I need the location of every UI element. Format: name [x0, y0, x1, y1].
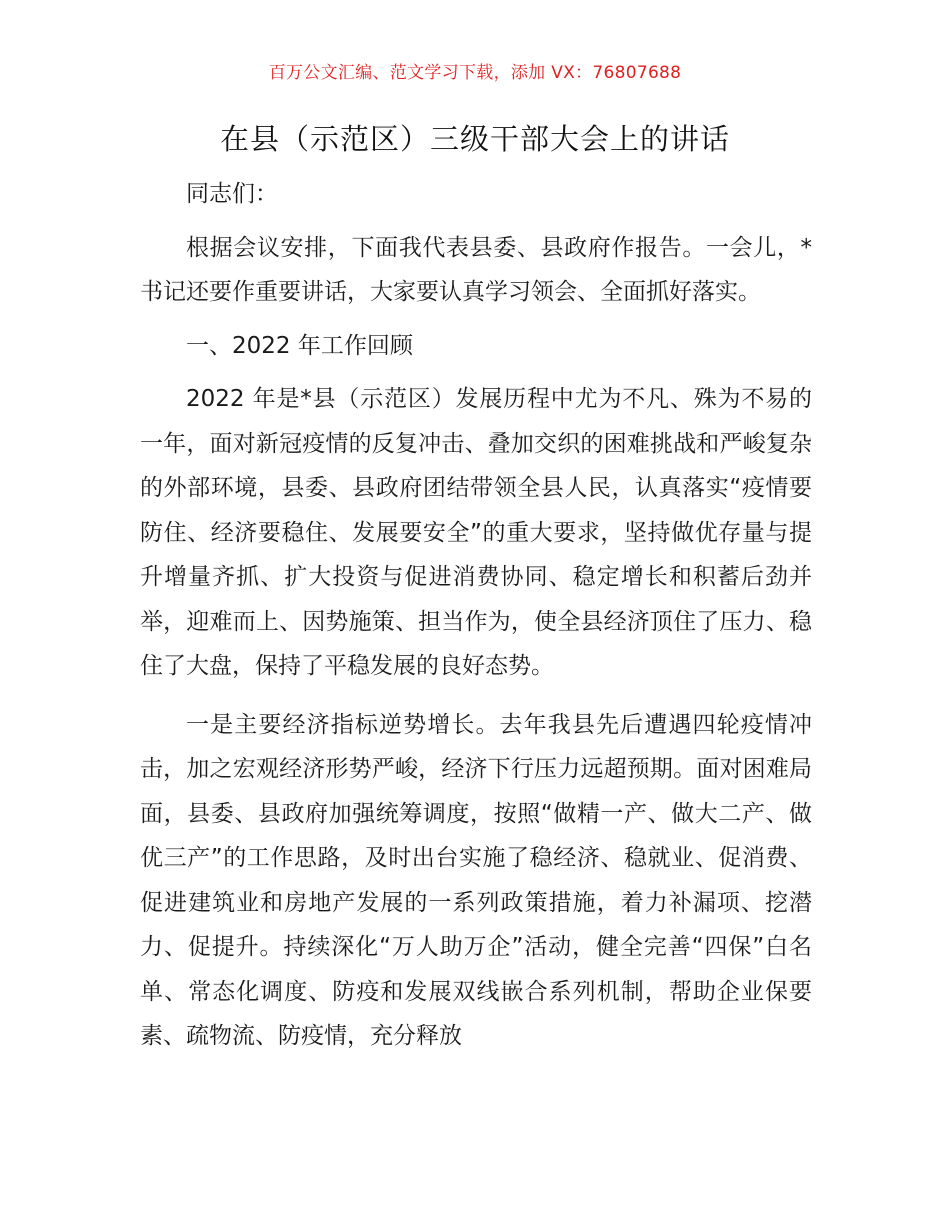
paragraph-economy: 一是主要经济指标逆势增长。去年我县先后遭遇四轮疫情冲击，加之宏观经济形势严峻，经济下行压力远超预期。面对困难局面，县委、县政府加强统筹调度，按照“做精一产、做大二产、做优三产”的工作思路，及时出台实施了稳经济、稳就业、促消费、促进建筑业和房地产发展的一系列政策措施，着力补漏项、挖潜力、促提升。持续深化“万人助万企”活动，健全完善“四保”白名单、常态化调度、防疫和发展双线嵌合系列机制，帮助企业保要素、疏物流、防疫情，充分释放	[140, 711, 812, 1049]
watermark-header: 百万公文汇编、范文学习下载，添加 VX：76807688	[268, 63, 682, 83]
document-title: 在县（示范区）三级干部大会上的讲话	[219, 122, 730, 156]
document-body	[140, 172, 812, 1059]
section-heading: 一、2022 年工作回顾	[186, 332, 413, 359]
paragraph-intro: 根据会议安排，下面我代表县委、县政府作报告。一会儿，*书记还要作重要讲话，大家要认真学习领会、全面抓好落实。	[140, 234, 812, 305]
paragraph-review: 2022 年是*县（示范区）发展历程中尤为不凡、殊为不易的一年，面对新冠疫情的反复冲击、叠加交织的困难挑战和严峻复杂的外部环境，县委、县政府团结带领全县人民，认真落实“疫情要防住、经济要稳住、发展要安全”的重大要求，坚持做优存量与提升增量齐抓、扩大投资与促进消费协同、稳定增长和积蓄后劲并举，迎难而上、因势施策、担当作为，使全县经济顶住了压力、稳住了大盘，保持了平稳发展的良好态势。	[140, 386, 812, 679]
salutation: 同志们：	[186, 181, 278, 207]
